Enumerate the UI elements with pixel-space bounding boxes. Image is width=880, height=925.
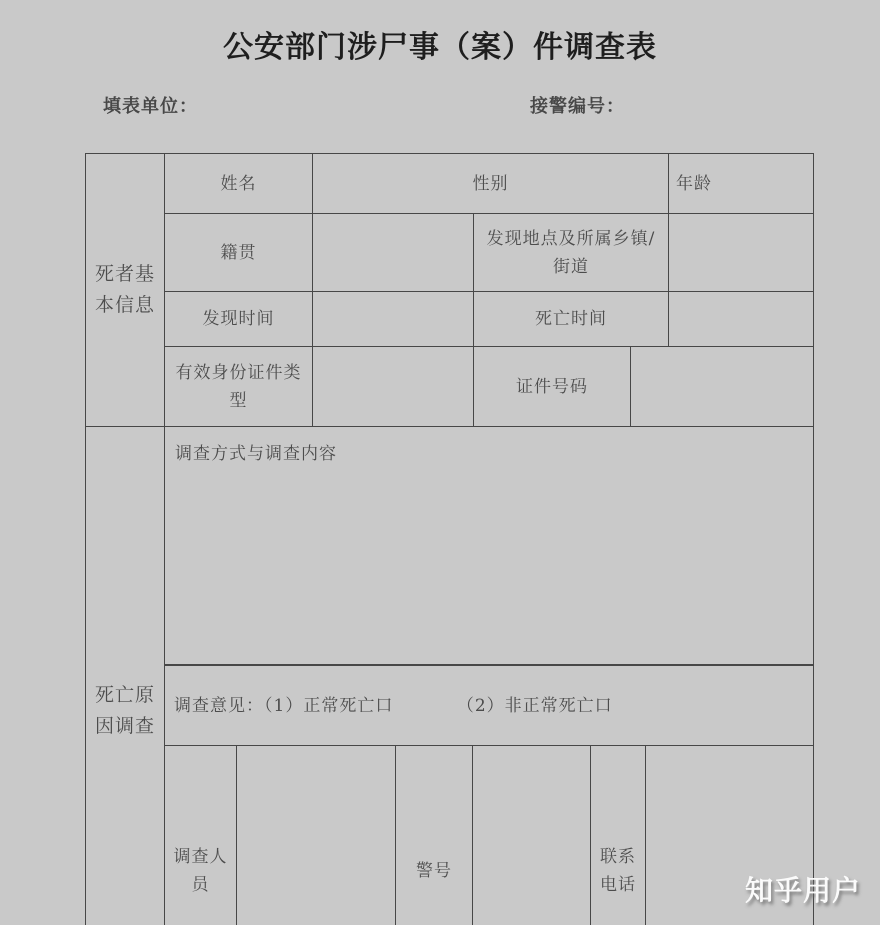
id-number-label-cell: 证件号码	[474, 347, 631, 426]
table-row	[165, 745, 813, 925]
form-unit-label: 填表单位：	[103, 96, 198, 117]
name-label-cell: 姓名	[165, 154, 313, 213]
table-row	[165, 427, 813, 664]
table-row	[165, 291, 813, 346]
id-type-value-cell	[313, 347, 474, 426]
death-cause-section-label: 死亡原因调查	[86, 427, 165, 925]
discovery-time-label-cell: 发现时间	[165, 292, 313, 346]
investigation-opinion-cell: 调查意见：（1）正常死亡口 （2）非正常死亡口	[174, 695, 613, 716]
discovery-place-value-cell	[669, 214, 813, 291]
death-time-value-cell	[669, 292, 813, 346]
discovery-time-value-cell	[313, 292, 474, 346]
table-row	[165, 664, 813, 745]
zhihu-watermark: 知乎用户	[745, 874, 862, 907]
death-cause-body	[165, 427, 813, 925]
discovery-place-label-cell: 发现地点及所属乡镇/街道	[474, 214, 669, 291]
native-place-value-cell	[313, 214, 474, 291]
id-type-label-cell: 有效身份证件类型	[165, 347, 313, 426]
police-number-label-cell: 警号	[396, 746, 473, 925]
deceased-info-body	[165, 154, 813, 426]
investigation-method-content-cell: 调查方式与调查内容	[175, 444, 337, 464]
page-title: 公安部门涉尸事（案）件调查表	[223, 30, 657, 65]
table-row	[165, 346, 813, 426]
deceased-info-section	[86, 154, 813, 426]
age-label-cell: 年龄	[676, 173, 712, 194]
alert-number-label: 接警编号：	[530, 96, 625, 117]
table-row	[165, 213, 813, 291]
table-row	[165, 154, 813, 213]
gender-label-cell: 性别	[313, 154, 669, 213]
death-cause-section	[86, 426, 813, 925]
investigator-value-cell	[237, 746, 396, 925]
police-number-value-cell	[473, 746, 591, 925]
deceased-info-section-label: 死者基本信息	[86, 154, 165, 426]
death-time-label-cell: 死亡时间	[474, 292, 669, 346]
native-place-label-cell: 籍贯	[165, 214, 313, 291]
contact-phone-label-cell: 联系电话	[591, 746, 646, 925]
id-number-value-cell	[631, 347, 813, 426]
investigation-form-table	[85, 153, 814, 925]
investigator-label-cell: 调查人员	[165, 746, 237, 925]
